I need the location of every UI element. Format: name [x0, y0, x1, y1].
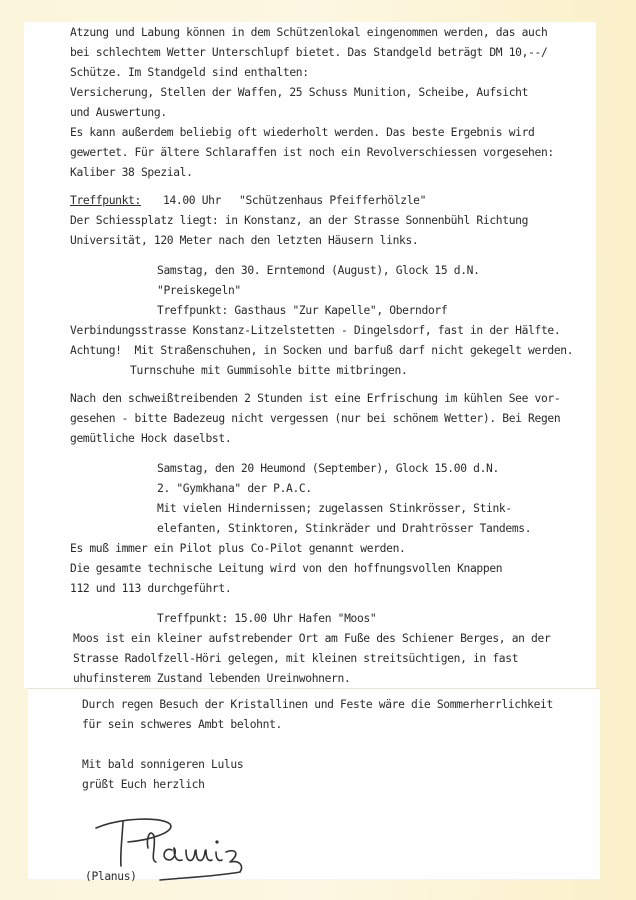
text-line: Mit vielen Hindernissen; zugelassen Stinkrösser, Stink- — [157, 502, 512, 515]
text-line: Verbindungsstrasse Konstanz-Litzelstetten - Dingelsdorf, fast in der Hälfte. — [70, 324, 561, 337]
text-line: gewertet. Für ältere Schlaraffen ist noch ein Revolverschiessen vorgesehen: — [70, 146, 554, 159]
event-title: "Preiskegeln" — [157, 284, 241, 297]
meeting-place: "Schützenhaus Pfeifferhölzle" — [239, 194, 427, 207]
text-line: Die gesamte technische Leitung wird von den hoffnungsvollen Knappen — [70, 562, 503, 575]
text-line: Kaliber 38 Spezial. — [70, 166, 193, 179]
meeting-label: Treffpunkt: — [70, 194, 141, 207]
event-meeting: Treffpunkt: 15.00 Uhr Hafen "Moos" — [157, 612, 377, 625]
event-title: 2. "Gymkhana" der P.A.C. — [157, 482, 312, 495]
event-date: Samstag, den 30. Erntemond (August), Glock 15 d.N. — [157, 264, 480, 277]
text-line: und Auswertung. — [70, 106, 167, 119]
text-line: Universität, 120 Meter nach den letzten Häusern links. — [70, 234, 419, 247]
text-line: Der Schiessplatz liegt: in Konstanz, an der Strasse Sonnenbühl Richtung — [70, 214, 529, 227]
text-line: Moos ist ein kleiner aufstrebender Ort am Fuße des Schiener Berges, an der — [73, 632, 551, 645]
text-line: Es kann außerdem beliebig oft wiederholt werden. Das beste Ergebnis wird — [70, 126, 535, 139]
text-line: elefanten, Stinktoren, Stinkräder und Drahtrösser Tandems. — [157, 522, 532, 535]
text-line: Durch regen Besuch der Kristallinen und Feste wäre die Sommerherrlichkeit — [82, 698, 553, 711]
text-line: gemütliche Hock daselbst. — [70, 432, 232, 445]
text-line: 112 und 113 durchgeführt. — [70, 582, 232, 595]
text-line: Turnschuhe mit Gummisohle bitte mitbringen. — [130, 364, 408, 377]
text-line: Nach den schweißtreibenden 2 Stunden ist eine Erfrischung im kühlen See vor- — [70, 392, 561, 405]
meeting-time: 14.00 Uhr — [163, 194, 222, 207]
text-line: Strasse Radolfzell-Höri gelegen, mit kleinen streitsüchtigen, in fast — [73, 652, 519, 665]
text-line: gesehen - bitte Badezeug nicht vergessen (nur bei schönem Wetter). Bei Regen — [70, 412, 561, 425]
text-line: Atzung und Labung können in dem Schützenlokal eingenommen werden, das auch — [70, 26, 548, 39]
text-line: bei schlechtem Wetter Unterschlupf bietet. Das Standgeld beträgt DM 10,--/ — [70, 46, 548, 59]
signer-name: (Planus) — [85, 870, 137, 883]
event-date: Samstag, den 20 Heumond (September), Glock 15.00 d.N. — [157, 462, 499, 475]
text-line: für sein schweres Ambt belohnt. — [82, 718, 282, 731]
event-meeting: Treffpunkt: Gasthaus "Zur Kapelle", Oberndorf — [157, 304, 448, 317]
text-line: uhufinsterem Zustand lebenden Ureinwohnern. — [73, 672, 351, 685]
text-line: Versicherung, Stellen der Waffen, 25 Schuss Munition, Scheibe, Aufsicht — [70, 86, 529, 99]
text-line: Es muß immer ein Pilot plus Co-Pilot genannt werden. — [70, 542, 406, 555]
text-line: Schütze. Im Standgeld sind enthalten: — [70, 66, 309, 79]
text-line: Mit bald sonnigeren Lulus — [82, 758, 244, 771]
text-line: Achtung! Mit Straßenschuhen, in Socken und barfuß darf nicht gekegelt werden. — [70, 344, 574, 357]
text-line: grüßt Euch herzlich — [82, 778, 205, 791]
